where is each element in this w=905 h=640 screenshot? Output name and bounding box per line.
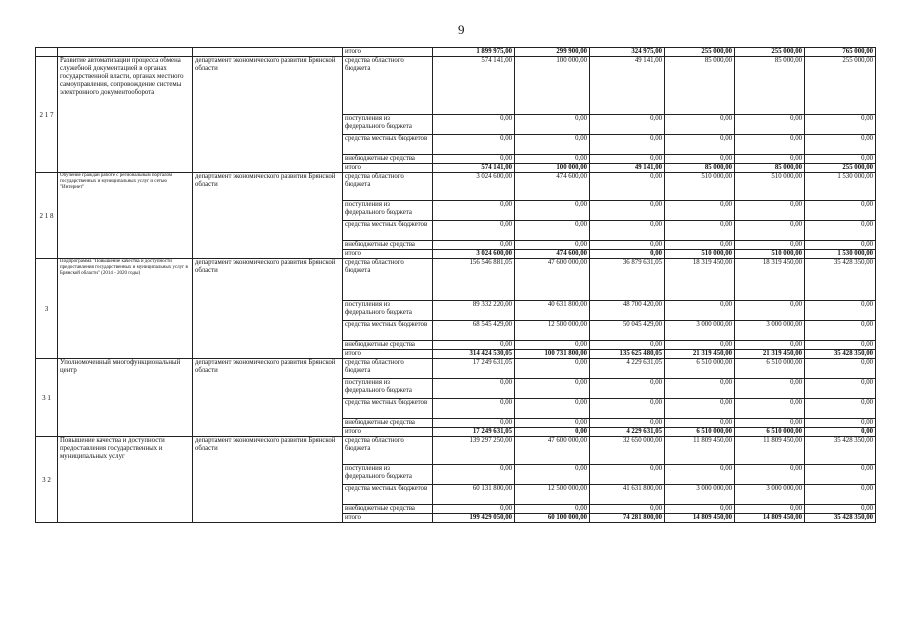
source-label: поступления из федерального бюджета [343,465,433,485]
value-cell: 3 000 000,00 [735,485,805,505]
value-cell: 0,00 [433,155,515,164]
value-cell: 0,00 [515,241,590,250]
source-label: поступления из федерального бюджета [343,301,433,321]
source-label: итого [343,514,433,523]
value-cell: 474 600,00 [515,173,590,201]
item-code: 3 1 [36,359,58,437]
value-cell: 18 319 450,00 [665,259,735,301]
value-cell: 0,00 [590,115,665,135]
value-cell: 0,00 [735,419,805,428]
value-cell: 0,00 [433,399,515,419]
source-label: внебюджетные средства [343,341,433,350]
value-cell: 0,00 [665,135,735,155]
value-cell: 765 000,00 [805,48,876,57]
value-cell: 0,00 [515,465,590,485]
source-label: итого [343,164,433,173]
source-label: средства местных бюджетов [343,321,433,341]
value-cell: 474 600,00 [515,250,590,259]
value-cell: 89 332 220,00 [433,301,515,321]
value-cell: 0,00 [515,419,590,428]
source-label: поступления из федерального бюджета [343,201,433,221]
value-cell: 0,00 [590,341,665,350]
budget-table [35,47,876,523]
value-cell: 0,00 [805,419,876,428]
value-cell: 100 000,00 [515,164,590,173]
value-cell: 0,00 [515,201,590,221]
source-label: средства областного бюджета [343,173,433,201]
value-cell: 0,00 [805,485,876,505]
value-cell: 510 000,00 [665,250,735,259]
value-cell: 18 319 450,00 [735,259,805,301]
value-cell: 6 510 000,00 [735,359,805,379]
item-code: 3 2 [36,437,58,523]
value-cell: 100 000,00 [515,57,590,115]
value-cell: 85 000,00 [735,164,805,173]
value-cell: 35 428 350,00 [805,514,876,523]
value-cell: 0,00 [665,379,735,399]
value-cell: 0,00 [735,135,805,155]
value-cell: 135 625 480,05 [590,350,665,359]
source-label: поступления из федерального бюджета [343,379,433,399]
value-cell: 0,00 [735,241,805,250]
value-cell: 1 899 975,00 [433,48,515,57]
empty-cell [193,48,343,57]
value-cell: 0,00 [805,399,876,419]
value-cell: 11 809 450,00 [665,437,735,465]
value-cell: 36 879 631,05 [590,259,665,301]
value-cell: 199 429 050,00 [433,514,515,523]
value-cell: 0,00 [735,201,805,221]
value-cell: 0,00 [590,250,665,259]
source-label: внебюджетные средства [343,505,433,514]
value-cell: 0,00 [590,155,665,164]
table-row [36,359,876,379]
value-cell: 0,00 [590,465,665,485]
value-cell: 0,00 [665,201,735,221]
value-cell: 156 546 881,05 [433,259,515,301]
value-cell: 85 000,00 [735,57,805,115]
value-cell: 85 000,00 [665,164,735,173]
value-cell: 35 428 350,00 [805,259,876,301]
value-cell: 49 141,00 [590,164,665,173]
value-cell: 0,00 [735,301,805,321]
value-cell: 510 000,00 [665,173,735,201]
value-cell: 12 500 000,00 [515,321,590,341]
value-cell: 68 545 429,00 [433,321,515,341]
value-cell: 11 809 450,00 [735,437,805,465]
value-cell: 0,00 [515,399,590,419]
value-cell: 4 229 631,05 [590,359,665,379]
value-cell: 255 000,00 [665,48,735,57]
value-cell: 32 650 000,00 [590,437,665,465]
value-cell: 0,00 [735,399,805,419]
value-cell: 255 000,00 [735,48,805,57]
value-cell: 255 000,00 [805,164,876,173]
value-cell: 14 809 450,00 [735,514,805,523]
item-code: 2 1 7 [36,57,58,173]
executor: департамент экономического развития Брянской области [193,259,343,359]
value-cell: 47 600 000,00 [515,437,590,465]
table-row [36,173,876,201]
item-code: 2 1 8 [36,173,58,259]
executor: департамент экономического развития Брянской области [193,173,343,259]
value-cell: 1 530 000,00 [805,250,876,259]
value-cell: 0,00 [735,115,805,135]
value-cell: 0,00 [590,379,665,399]
value-cell: 6 510 000,00 [665,428,735,437]
page-number: 9 [458,22,465,37]
table-row [36,57,876,115]
value-cell: 0,00 [805,301,876,321]
value-cell: 314 424 530,05 [433,350,515,359]
value-cell: 0,00 [665,301,735,321]
value-cell: 0,00 [515,379,590,399]
item-name: Обучение граждан работе с региональным порталом государственных и муниципальных услуг и сетью "Интернет" [58,173,193,259]
value-cell: 47 600 000,00 [515,259,590,301]
executor: департамент экономического развития Брянской области [193,437,343,523]
value-cell: 299 900,00 [515,48,590,57]
value-cell: 3 024 600,00 [433,173,515,201]
value-cell: 0,00 [665,115,735,135]
item-code: 3 [36,259,58,359]
value-cell: 0,00 [735,221,805,241]
value-cell: 74 281 800,00 [590,514,665,523]
source-label: итого [343,48,433,57]
value-cell: 0,00 [433,465,515,485]
source-label: средства местных бюджетов [343,485,433,505]
value-cell: 0,00 [515,505,590,514]
source-label: поступления из федерального бюджета [343,115,433,135]
value-cell: 0,00 [433,241,515,250]
value-cell: 510 000,00 [735,173,805,201]
value-cell: 0,00 [515,359,590,379]
value-cell: 4 229 631,05 [590,428,665,437]
value-cell: 574 141,00 [433,164,515,173]
value-cell: 0,00 [590,505,665,514]
executor: департамент экономического развития Брянской области [193,359,343,437]
value-cell: 0,00 [590,173,665,201]
item-name: Подпрограмма "Повышение качества и доступности предоставления государственных и муниципальных услуг в Брянской области" (2014 - 2020 годы) [58,259,193,359]
value-cell: 48 700 420,00 [590,301,665,321]
value-cell: 0,00 [805,341,876,350]
value-cell: 324 975,00 [590,48,665,57]
table-row [36,437,876,465]
value-cell: 3 000 000,00 [665,485,735,505]
value-cell: 35 428 350,00 [805,350,876,359]
value-cell: 0,00 [433,379,515,399]
value-cell: 0,00 [665,419,735,428]
value-cell: 0,00 [515,221,590,241]
value-cell: 0,00 [805,465,876,485]
value-cell: 60 100 000,00 [515,514,590,523]
source-label: итого [343,250,433,259]
value-cell: 60 131 800,00 [433,485,515,505]
value-cell: 0,00 [515,341,590,350]
value-cell: 0,00 [590,201,665,221]
value-cell: 0,00 [590,135,665,155]
executor: департамент экономического развития Брянской области [193,57,343,173]
source-label: средства местных бюджетов [343,399,433,419]
value-cell: 0,00 [590,221,665,241]
value-cell: 0,00 [805,221,876,241]
table-row [36,259,876,301]
value-cell: 0,00 [665,505,735,514]
value-cell: 0,00 [805,359,876,379]
value-cell: 0,00 [735,155,805,164]
value-cell: 1 530 000,00 [805,173,876,201]
value-cell: 255 000,00 [805,57,876,115]
value-cell: 0,00 [433,201,515,221]
value-cell: 0,00 [665,241,735,250]
empty-cell [36,48,58,57]
source-label: итого [343,428,433,437]
value-cell: 0,00 [805,155,876,164]
value-cell: 0,00 [665,221,735,241]
source-label: внебюджетные средства [343,155,433,164]
item-name: Уполномоченный многофункциональный центр [58,359,193,437]
value-cell: 0,00 [515,155,590,164]
value-cell: 3 000 000,00 [665,321,735,341]
value-cell: 0,00 [805,241,876,250]
value-cell: 12 500 000,00 [515,485,590,505]
value-cell: 6 510 000,00 [735,428,805,437]
value-cell: 0,00 [805,379,876,399]
value-cell: 0,00 [805,321,876,341]
source-label: итого [343,350,433,359]
value-cell: 0,00 [590,399,665,419]
value-cell: 0,00 [735,505,805,514]
source-label: внебюджетные средства [343,241,433,250]
value-cell: 0,00 [433,419,515,428]
value-cell: 14 809 450,00 [665,514,735,523]
value-cell: 0,00 [665,399,735,419]
value-cell: 0,00 [735,341,805,350]
value-cell: 0,00 [805,505,876,514]
source-label: средства местных бюджетов [343,135,433,155]
value-cell: 0,00 [515,428,590,437]
value-cell: 0,00 [433,341,515,350]
value-cell: 0,00 [433,115,515,135]
source-label: средства областного бюджета [343,259,433,301]
value-cell: 0,00 [805,201,876,221]
table-row [36,48,876,57]
value-cell: 0,00 [805,115,876,135]
source-label: внебюджетные средства [343,419,433,428]
value-cell: 0,00 [433,135,515,155]
value-cell: 0,00 [735,379,805,399]
value-cell: 0,00 [433,505,515,514]
value-cell: 574 141,00 [433,57,515,115]
value-cell: 0,00 [805,135,876,155]
empty-cell [58,48,193,57]
item-name: Повышение качества и доступности предоставления государственных и муниципальных услуг [58,437,193,523]
value-cell: 0,00 [590,241,665,250]
value-cell: 0,00 [515,115,590,135]
value-cell: 0,00 [433,221,515,241]
value-cell: 0,00 [665,465,735,485]
value-cell: 139 297 250,00 [433,437,515,465]
value-cell: 0,00 [665,341,735,350]
value-cell: 510 000,00 [735,250,805,259]
value-cell: 3 000 000,00 [735,321,805,341]
source-label: средства областного бюджета [343,437,433,465]
value-cell: 6 510 000,00 [665,359,735,379]
value-cell: 21 319 450,00 [735,350,805,359]
source-label: средства областного бюджета [343,57,433,115]
value-cell: 21 319 450,00 [665,350,735,359]
source-label: средства областного бюджета [343,359,433,379]
value-cell: 35 428 350,00 [805,437,876,465]
value-cell: 49 141,00 [590,57,665,115]
value-cell: 41 631 800,00 [590,485,665,505]
source-label: средства местных бюджетов [343,221,433,241]
value-cell: 85 000,00 [665,57,735,115]
value-cell: 0,00 [735,465,805,485]
value-cell: 0,00 [590,419,665,428]
item-name: Развитие автоматизации процесса обмена служебной документацией в органах государственной власти, органах местного самоуправления, сопровождение системы электронного документооборота [58,57,193,173]
value-cell: 100 731 800,00 [515,350,590,359]
value-cell: 3 024 600,00 [433,250,515,259]
value-cell: 0,00 [515,135,590,155]
value-cell: 40 631 800,00 [515,301,590,321]
value-cell: 0,00 [805,428,876,437]
value-cell: 50 045 429,00 [590,321,665,341]
value-cell: 17 249 631,05 [433,428,515,437]
value-cell: 0,00 [665,155,735,164]
value-cell: 17 249 631,05 [433,359,515,379]
